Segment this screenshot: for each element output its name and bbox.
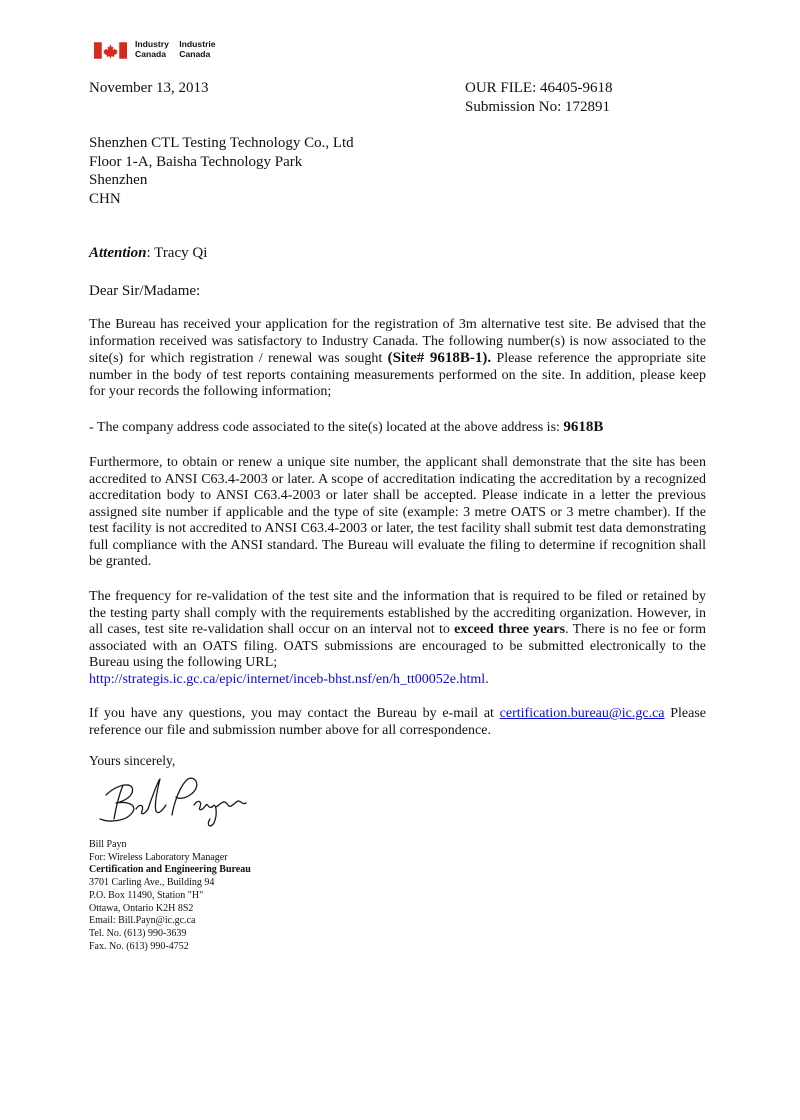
paragraph-address-code — [89, 419, 706, 437]
site-number: (Site# 9618B-1). — [387, 350, 492, 366]
address-line: Shenzhen — [89, 172, 148, 188]
canada-flag-icon — [94, 42, 127, 59]
attention-label: Attention — [89, 245, 147, 261]
logo-text-industrie: Industrie — [179, 39, 216, 49]
signature-block — [89, 839, 251, 953]
address-line: Floor 1-A, Baisha Technology Park — [89, 153, 303, 170]
address-line: Shenzhen CTL Testing Technology Co., Ltd — [89, 135, 354, 151]
signer-name: Bill Payn — [89, 839, 127, 850]
paragraph-text: . There is no fee or form associated with an OATS filing. OATS submissions are encouraged to be submitted electronically to the Bureau using the following URL; — [89, 622, 706, 670]
industry-canada-logo — [94, 40, 224, 60]
bureau-email-link[interactable]: certification.bureau@ic.gc.ca — [499, 706, 665, 721]
logo-text-canada-en: Canada — [135, 48, 167, 59]
signer-title: For: Wireless Laboratory Manager — [89, 851, 228, 863]
logo-text-industry: Industry — [135, 39, 169, 49]
organization-name: Certification and Engineering Bureau — [89, 864, 251, 876]
salutation: Dear Sir/Madame: — [89, 283, 201, 299]
handwritten-signature — [92, 771, 252, 833]
signer-organization — [89, 864, 251, 877]
paragraph-text: The Bureau has received your application for the registration of 3m alternative test site. Be advised that the information received was satisfactory to Industry Canada. The following number(s) is now associated to the site(s) for which registration / renewal was sought — [89, 317, 706, 366]
attention-name: : Tracy Qi — [146, 245, 208, 261]
signer-phone: Tel. No. (613) 990-3639 — [89, 927, 187, 939]
address-line: CHN — [89, 190, 121, 207]
address-code: 9618B — [563, 419, 604, 435]
recipient-address — [89, 134, 354, 208]
paragraph-text: . — [485, 671, 489, 687]
revalidation-interval: exceed three years — [454, 622, 566, 637]
closing: Yours sincerely, — [89, 753, 176, 768]
paragraph-text: Please reference the appropriate site number in the body of test reports containing measurements performed on the site. In addition, please keep for your records the following information; — [89, 351, 706, 399]
signer-address-line: Ottawa, Ontario K2H 8S2 — [89, 902, 194, 914]
file-reference — [465, 79, 613, 116]
our-file-number: OUR FILE: 46405-9618 — [465, 80, 613, 96]
paragraph-accreditation: Furthermore, to obtain or renew a unique site number, the applicant shall demonstrate that the site has been accredited to ANSI C63.4-2003 or later. A scope of accreditation indicating the accreditation by a recognized accreditation body to ANSI C63.4-2003 or later shall be accepted. Please indicate in a letter the previous assigned site number if applicable and the type of site (example: 3 metre OATS or 3 metre chamber). If the test facility is not accredited to ANSI C63.4-2003 or later, the test facility shall submit test data demonstrating full compliance with the ANSI standard. The Bureau will evaluate the filing to determine if recognition shall be granted. — [89, 455, 706, 569]
paragraph-registration — [89, 317, 706, 401]
paragraph-text: The frequency for re-validation of the test site and the information that is required to be filed or retained by the testing party shall comply with the requirements established by the accrediting organization. However, in all cases, test site re-validation shall occur on an interval not to — [89, 589, 706, 637]
paragraph-text: - The company address code associated to the site(s) located at the above address is: — [89, 420, 564, 435]
attention-line — [89, 244, 207, 263]
signer-fax: Fax. No. (613) 990-4752 — [89, 940, 189, 952]
signer-address-line: P.O. Box 11490, Station "H" — [89, 889, 204, 901]
paragraph-revalidation — [89, 589, 706, 688]
signer-email: Email: Bill.Payn@ic.gc.ca — [89, 915, 196, 927]
signer-address-line: 3701 Carling Ave., Building 94 — [89, 877, 215, 889]
paragraph-text: Please reference our file and submission number above for all correspondence. — [89, 706, 707, 738]
logo-text-canada-fr: Canada — [179, 48, 211, 59]
paragraph-text: If you have any questions, you may contact the Bureau by e-mail at — [89, 706, 500, 721]
bureau-url-link[interactable]: http://strategis.ic.gc.ca/epic/internet/inceb-bhst.nsf/en/h_tt00052e.html — [89, 671, 486, 687]
paragraph-contact — [89, 706, 706, 739]
submission-number: Submission No: 172891 — [465, 98, 611, 115]
letter-date: November 13, 2013 — [89, 80, 209, 96]
